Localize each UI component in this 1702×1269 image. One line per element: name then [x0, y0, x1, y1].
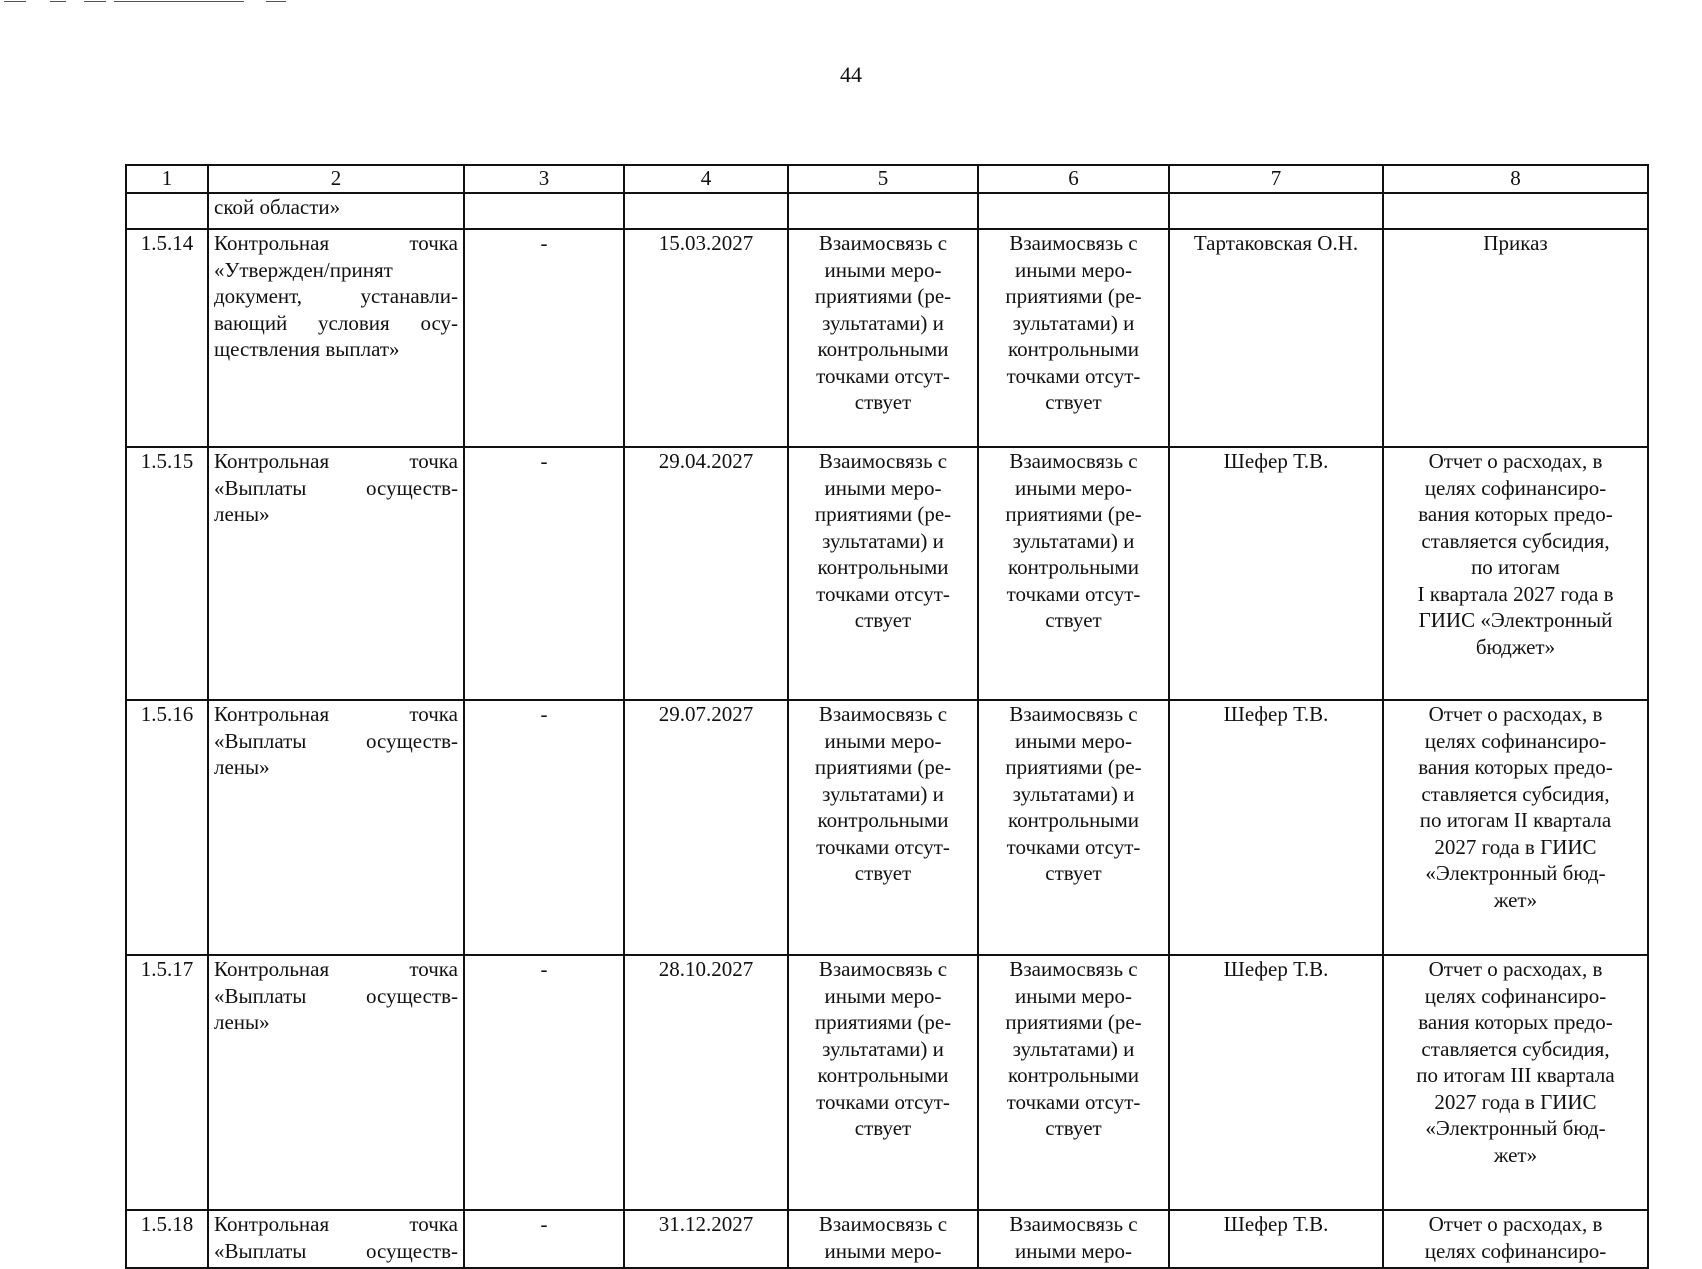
event-name-line: документ, устанавли- — [214, 284, 458, 308]
relation-text-line: иными меро- — [824, 257, 942, 282]
header-cell: 2 — [208, 165, 464, 193]
confirming-document-line: жет» — [1493, 1142, 1538, 1167]
confirming-document-line: «Электронный бюд- — [1425, 861, 1606, 885]
relation-text-line: Взаимосвязь с — [1009, 1212, 1138, 1236]
confirming-document-line: I квартала 2027 года в — [1417, 581, 1614, 606]
dash-cell: - — [464, 447, 624, 700]
relation-text-line: приятиями (ре- — [1005, 284, 1142, 308]
confirming-document-line: Приказ — [1483, 231, 1548, 255]
event-name-line: «Выплаты осуществ- — [214, 983, 458, 1008]
confirming-document-line: Отчет о расходах, в — [1428, 957, 1603, 981]
event-name-line: вающий условия осу- — [214, 310, 458, 335]
relation-text-line: точками отсут- — [816, 581, 950, 606]
relation-text-line: приятиями (ре- — [1005, 755, 1142, 779]
relation-text-line: Взаимосвязь с — [1009, 957, 1138, 981]
confirming-document-line: Отчет о расходах, в — [1428, 702, 1603, 726]
relation-text-line: иными меро- — [824, 475, 942, 500]
relation-text-line: Взаимосвязь с — [818, 957, 948, 981]
confirming-document-line: вания которых предо- — [1418, 1010, 1613, 1034]
relation-text — [978, 447, 1169, 700]
relation-text-line: контрольными — [817, 337, 949, 361]
confirming-document-line: вания которых предо- — [1418, 755, 1613, 779]
relation-text-line: контрольными — [817, 808, 949, 832]
table-cell — [1169, 193, 1383, 229]
table-row — [126, 229, 1648, 447]
event-name-line: ществления выплат» — [214, 337, 400, 361]
relation-text-line: ствует — [1045, 390, 1102, 414]
relation-text-line: точками отсут- — [816, 363, 950, 388]
continuation-text: ской области» — [208, 193, 464, 229]
relation-text-line: приятиями (ре- — [814, 284, 952, 308]
responsible-person: Тартаковская О.Н. — [1169, 229, 1383, 447]
relation-text-line: приятиями (ре- — [814, 755, 952, 779]
confirming-document — [1383, 700, 1648, 955]
relation-text-line: точками отсут- — [1006, 581, 1141, 606]
event-name-line: лены» — [214, 755, 270, 779]
relation-text-line: точками отсут- — [1006, 363, 1141, 388]
table-cell — [624, 193, 788, 229]
relation-text-line: ствует — [1045, 861, 1102, 885]
relation-text-line: точками отсут- — [1006, 834, 1141, 859]
relation-text — [788, 700, 978, 955]
table-cell — [788, 193, 978, 229]
relation-text-line: зультатами) и — [822, 1036, 944, 1061]
relation-text-line: иными меро- — [1015, 728, 1132, 753]
relation-text-line: Взаимосвязь с — [818, 231, 948, 255]
relation-text-line: иными меро- — [1015, 257, 1132, 282]
confirming-document-line: по итогам III квартала — [1416, 1063, 1615, 1087]
relation-text — [978, 1210, 1169, 1268]
relation-text-line: зультатами) и — [822, 528, 944, 553]
event-name — [208, 447, 464, 700]
relation-text-line: приятиями (ре- — [814, 1010, 952, 1034]
confirming-document-line: жет» — [1493, 887, 1538, 912]
table-cell — [1383, 193, 1648, 229]
confirming-document-line: вания которых предо- — [1418, 502, 1613, 526]
relation-text-line: иными меро- — [824, 983, 942, 1008]
relation-text-line: ствует — [1045, 1116, 1102, 1140]
header-cell: 8 — [1383, 165, 1648, 193]
relation-text-line: контрольными — [817, 1063, 949, 1087]
table-row — [126, 447, 1648, 700]
event-name-line: Контрольная точка — [214, 449, 458, 473]
dash-cell: - — [464, 700, 624, 955]
event-name-line: «Выплаты осуществ- — [214, 728, 458, 753]
relation-text — [978, 955, 1169, 1210]
event-name-line: лены» — [214, 1010, 270, 1034]
confirming-document-line: по итогам — [1471, 555, 1560, 579]
relation-text-line: приятиями (ре- — [1005, 1010, 1142, 1034]
relation-text-line: Взаимосвязь с — [1009, 702, 1138, 726]
event-name-line: Контрольная точка — [214, 1212, 458, 1236]
event-name-line: «Выплаты осуществ- — [214, 475, 458, 500]
confirming-document — [1383, 447, 1648, 700]
dash-cell: - — [464, 1210, 624, 1268]
relation-text-line: ствует — [1045, 608, 1102, 632]
table-row — [126, 955, 1648, 1210]
relation-text-line: Взаимосвязь с — [818, 449, 948, 473]
relation-text-line: контрольными — [1008, 808, 1139, 832]
confirming-document-line: целях софинансиро- — [1424, 475, 1607, 500]
relation-text-line: зультатами) и — [822, 310, 944, 335]
relation-text-line: ствует — [854, 1116, 912, 1140]
relation-text-line: Взаимосвязь с — [818, 1212, 948, 1236]
relation-text — [788, 229, 978, 447]
table-row — [126, 700, 1648, 955]
confirming-document-line: ставляется субсидия, — [1421, 781, 1610, 806]
event-name-line: «Утвержден/принят — [214, 257, 393, 282]
confirming-document-line: «Электронный бюд- — [1425, 1116, 1606, 1140]
row-number: 1.5.16 — [126, 700, 208, 955]
event-name — [208, 229, 464, 447]
relation-text-line: контрольными — [1008, 337, 1139, 361]
responsible-person: Шефер Т.В. — [1169, 700, 1383, 955]
events-table — [125, 164, 1649, 1269]
relation-text-line: контрольными — [817, 555, 949, 579]
confirming-document-line: ставляется субсидия, — [1421, 528, 1610, 553]
deadline-date: 29.04.2027 — [624, 447, 788, 700]
event-name — [208, 1210, 464, 1268]
relation-text-line: зультатами) и — [822, 781, 944, 806]
confirming-document-line: по итогам II квартала — [1419, 808, 1612, 832]
page-number: 44 — [840, 62, 862, 87]
relation-text-line: контрольными — [1008, 555, 1139, 579]
relation-text-line: ствует — [854, 608, 912, 632]
event-name — [208, 955, 464, 1210]
relation-text-line: зультатами) и — [1012, 1036, 1135, 1061]
relation-text-line: приятиями (ре- — [1005, 502, 1142, 526]
relation-text-line: иными меро- — [1015, 1238, 1132, 1263]
relation-text-line: приятиями (ре- — [814, 502, 952, 526]
relation-text — [788, 447, 978, 700]
table-header-row — [126, 165, 1648, 193]
relation-text-line: Взаимосвязь с — [1009, 449, 1138, 473]
deadline-date: 28.10.2027 — [624, 955, 788, 1210]
confirming-document-line: 2027 года в ГИИС — [1434, 1089, 1597, 1114]
confirming-document-line: целях софинансиро- — [1424, 728, 1607, 753]
header-cell: 7 — [1169, 165, 1383, 193]
confirming-document-line: 2027 года в ГИИС — [1434, 834, 1597, 859]
confirming-document-line: ставляется субсидия, — [1421, 1036, 1610, 1061]
confirming-document-line: Отчет о расходах, в — [1428, 1212, 1603, 1236]
deadline-date: 31.12.2027 — [624, 1210, 788, 1268]
relation-text-line: ствует — [854, 390, 912, 414]
header-cell: 5 — [788, 165, 978, 193]
event-name-line: Контрольная точка — [214, 702, 458, 726]
table-cell — [126, 193, 208, 229]
event-name-line: «Выплаты осуществ- — [214, 1238, 458, 1263]
row-number: 1.5.14 — [126, 229, 208, 447]
relation-text-line: иными меро- — [824, 1238, 942, 1263]
header-cell: 6 — [978, 165, 1169, 193]
relation-text-line: Взаимосвязь с — [1009, 231, 1138, 255]
relation-text — [978, 700, 1169, 955]
relation-text — [788, 955, 978, 1210]
responsible-person: Шефер Т.В. — [1169, 955, 1383, 1210]
event-name — [208, 700, 464, 955]
confirming-document — [1383, 229, 1648, 447]
confirming-document-line: целях софинансиро- — [1424, 983, 1607, 1008]
deadline-date: 29.07.2027 — [624, 700, 788, 955]
relation-text-line: контрольными — [1008, 1063, 1139, 1087]
confirming-document-line: Отчет о расходах, в — [1428, 449, 1603, 473]
event-name-line: Контрольная точка — [214, 231, 458, 255]
relation-text-line: иными меро- — [1015, 475, 1132, 500]
row-number: 1.5.18 — [126, 1210, 208, 1268]
relation-text-line: точками отсут- — [1006, 1089, 1141, 1114]
table-row — [126, 1210, 1648, 1268]
relation-text-line: Взаимосвязь с — [818, 702, 948, 726]
confirming-document-line: ГИИС «Электронный — [1418, 608, 1613, 632]
relation-text-line: точками отсут- — [816, 834, 950, 859]
row-number: 1.5.17 — [126, 955, 208, 1210]
header-cell: 3 — [464, 165, 624, 193]
event-name-line: лены» — [214, 502, 270, 526]
relation-text-line: зультатами) и — [1012, 528, 1135, 553]
confirming-document-line: целях софинансиро- — [1424, 1238, 1607, 1263]
relation-text — [788, 1210, 978, 1268]
relation-text-line: иными меро- — [824, 728, 942, 753]
confirming-document — [1383, 955, 1648, 1210]
responsible-person: Шефер Т.В. — [1169, 447, 1383, 700]
row-number: 1.5.15 — [126, 447, 208, 700]
header-cell: 4 — [624, 165, 788, 193]
relation-text-line: иными меро- — [1015, 983, 1132, 1008]
relation-text — [978, 229, 1169, 447]
dash-cell: - — [464, 229, 624, 447]
continuation-row — [126, 193, 1648, 229]
confirming-document-line: бюджет» — [1475, 634, 1556, 659]
relation-text-line: зультатами) и — [1012, 781, 1135, 806]
responsible-person: Шефер Т.В. — [1169, 1210, 1383, 1268]
dash-cell: - — [464, 955, 624, 1210]
relation-text-line: точками отсут- — [816, 1089, 950, 1114]
table-cell — [978, 193, 1169, 229]
confirming-document — [1383, 1210, 1648, 1268]
deadline-date: 15.03.2027 — [624, 229, 788, 447]
scan-artifact-marks — [0, 0, 290, 4]
event-name-line: Контрольная точка — [214, 957, 458, 981]
relation-text-line: ствует — [854, 861, 912, 885]
header-cell: 1 — [126, 165, 208, 193]
relation-text-line: зультатами) и — [1012, 310, 1135, 335]
table-cell — [464, 193, 624, 229]
